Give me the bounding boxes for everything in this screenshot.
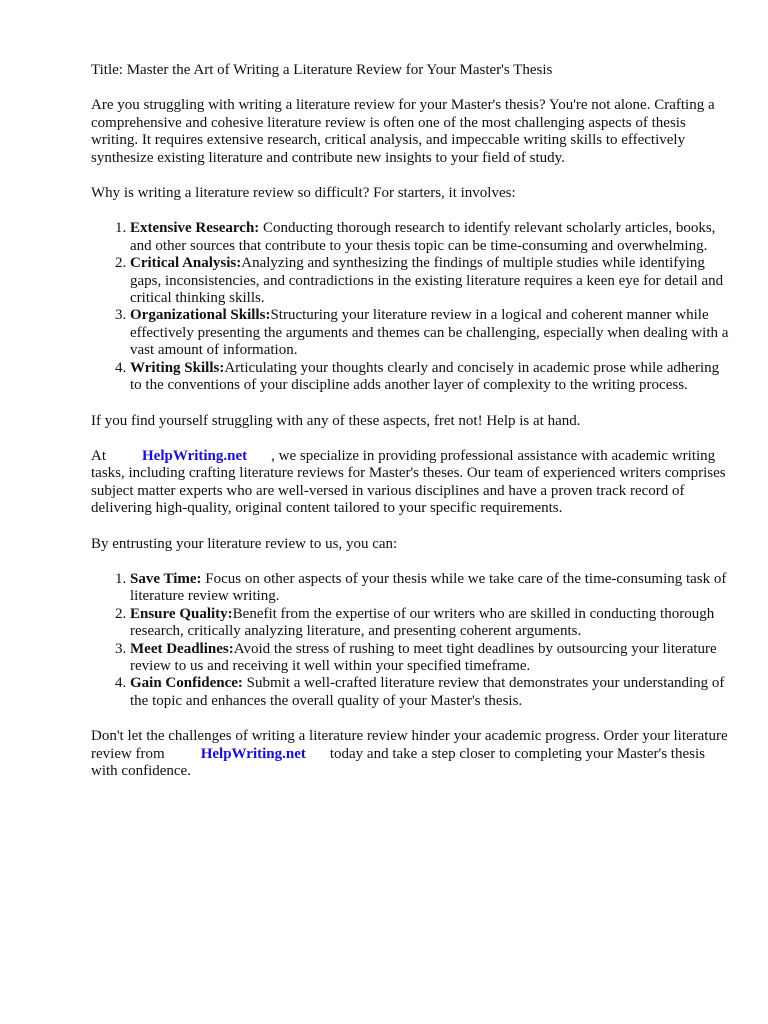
list-item (130, 641, 731, 676)
list-item-term: Critical Analysis: (130, 255, 242, 272)
benefits-list (91, 571, 731, 710)
benefits-heading: By entrusting your literature review to us, you can: (91, 535, 398, 552)
list-item-text: Conducting thorough research to identify relevant scholarly articles, books, and other sources that contribute to your thesis topic can be time-consuming and overwhelming. (130, 220, 716, 254)
list-item-text: Benefit from the expertise of our writers who are skilled in conducting thorough research, critically analyzing literature, and presenting coherent arguments. (130, 605, 715, 640)
list-item (130, 220, 731, 255)
closing-suffix: today and take a step closer to completing your Master's thesis with confidence. (91, 745, 705, 779)
list-item (130, 360, 731, 395)
helpwriting-link[interactable]: HelpWriting.net (142, 447, 248, 464)
intro-paragraph: Are you struggling with writing a literature review for your Master's thesis? You're not alone. Crafting a comprehensive and cohesive literature review is often one of the most challenging aspects of thesis writing. It requires extensive research, critical analysis, and impeccable writing skills to effectively synthesize existing literature and contribute new insights to your field of study. (91, 97, 715, 166)
list-item-text: Articulating your thoughts clearly and concisely in academic prose while adhering to the conventions of your discipline adds another layer of complexity to the writing process. (130, 359, 720, 394)
document-title: Title: Master the Art of Writing a Literature Review for Your Master's Thesis (91, 62, 553, 78)
list-item-text: Avoid the stress of rushing to meet tight deadlines by outsourcing your literature review to us and receiving it well within your specified timeframe. (130, 640, 717, 674)
service-paragraph (91, 448, 731, 518)
document-page (91, 62, 731, 798)
list-item (130, 255, 731, 307)
list-item-term: Writing Skills: (130, 359, 225, 376)
list-item (130, 307, 731, 359)
service-text: , we specialize in providing professional assistance with academic writing tasks, including crafting literature reviews for Master's theses. Our team of experienced writers comprises subject matter experts who are well-versed in various disciplines and have a proven track record of delivering high-quality, original content tailored to your specific requirements. (91, 447, 726, 517)
difficulties-list (91, 220, 731, 394)
closing-prefix: Don't let the challenges of writing a literature review hinder your academic progress. Order your literature review from (91, 728, 728, 762)
list-item (130, 571, 731, 606)
closing-paragraph (91, 728, 731, 780)
list-item-term: Organizational Skills: (130, 307, 271, 324)
list-item-term: Save Time: (130, 570, 202, 587)
why-heading: Why is writing a literature review so difficult? For starters, it involves: (91, 185, 516, 202)
list-item (130, 606, 731, 641)
list-item-term: Extensive Research: (130, 220, 260, 237)
list-item (130, 675, 731, 710)
list-item-text: Focus on other aspects of your thesis while we take care of the time-consuming task of literature review writing. (130, 570, 727, 605)
help-paragraph: If you find yourself struggling with any of these aspects, fret not! Help is at hand. (91, 412, 581, 429)
list-item-text: Structuring your literature review in a logical and coherent manner while effectively presenting the arguments and themes can be challenging, especially when dealing with a vast amount of information. (130, 307, 729, 359)
list-item-text: Analyzing and synthesizing the findings of multiple studies while identifying gaps, inconsistencies, and contradictions in the existing literature requires a keen eye for detail and critical thinking skills. (130, 255, 724, 307)
service-prefix: At (91, 447, 106, 464)
list-item-term: Meet Deadlines: (130, 640, 234, 657)
list-item-term: Gain Confidence: (130, 675, 243, 692)
helpwriting-link[interactable]: HelpWriting.net (200, 745, 306, 762)
list-item-term: Ensure Quality: (130, 605, 233, 622)
list-item-text: Submit a well-crafted literature review that demonstrates your understanding of the topic and enhances the overall quality of your Master's thesis. (130, 675, 725, 709)
